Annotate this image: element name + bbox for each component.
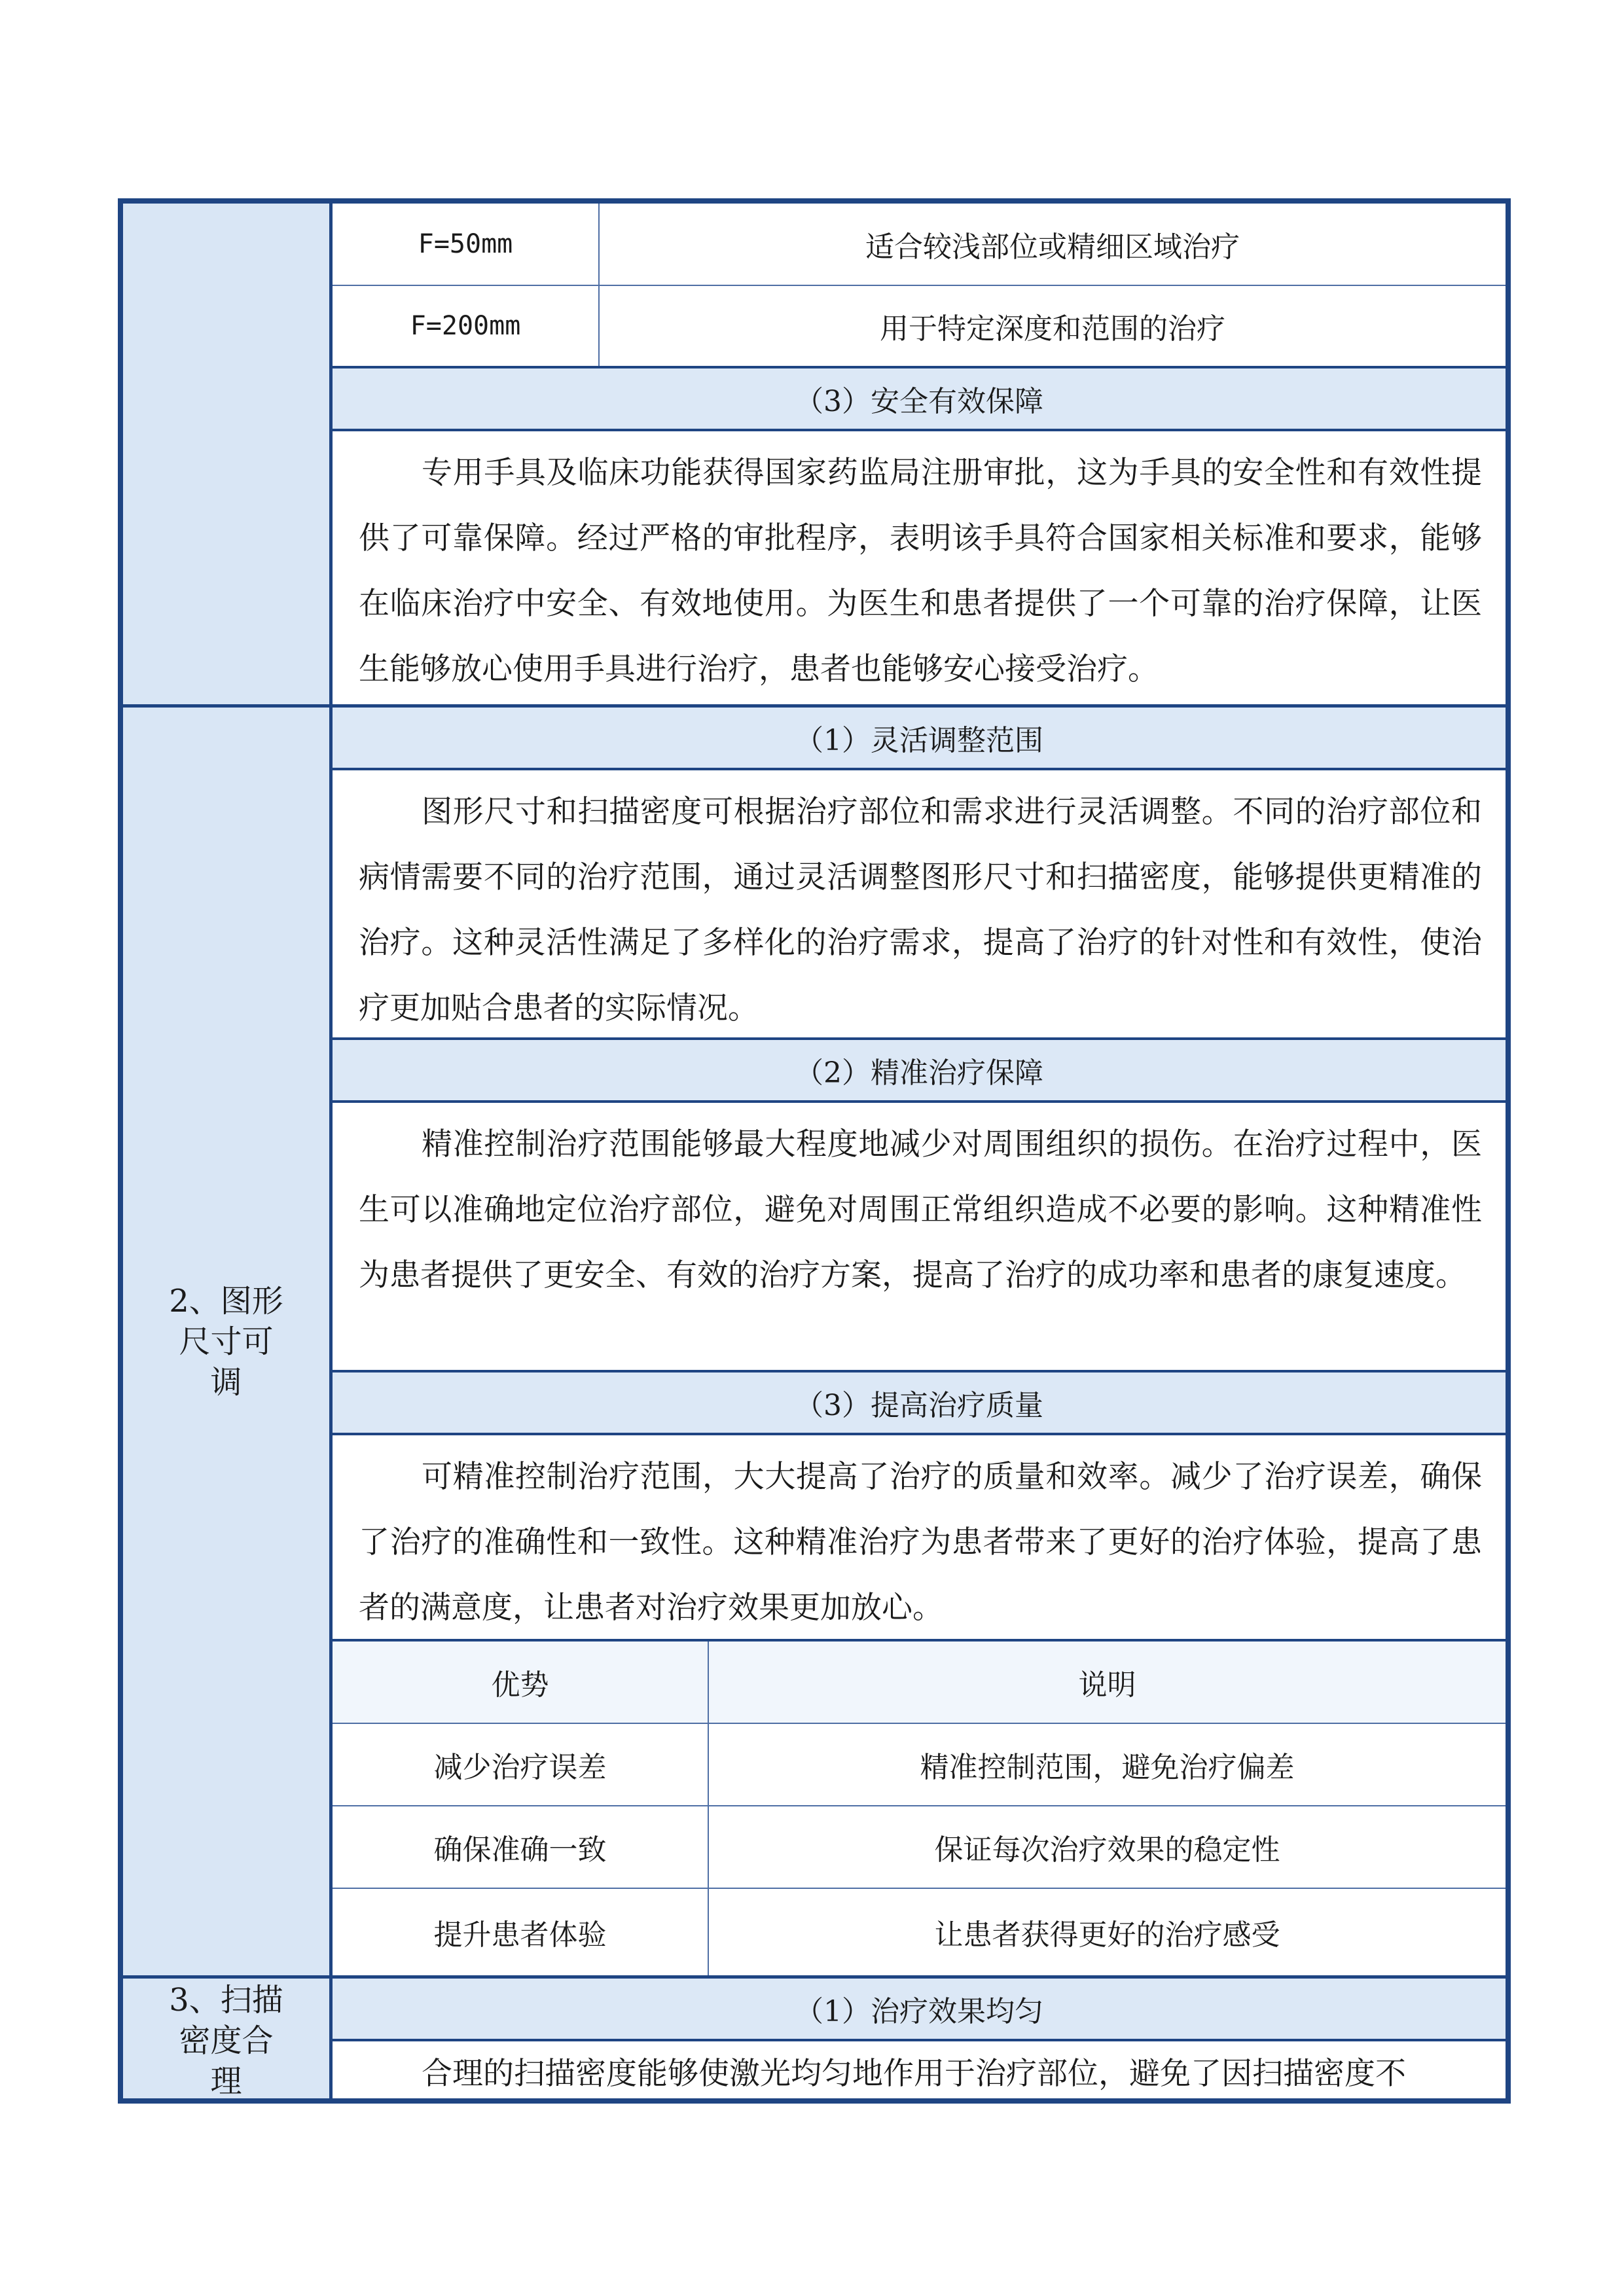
advantage-cell: 提升患者体验 — [333, 1889, 709, 1975]
subheading-quality: （3）提高治疗质量 — [333, 1372, 1506, 1435]
paragraph-text: 专用手具及临床功能获得国家药监局注册审批，这为手具的安全性和有效性提供了可靠保障。经过严格的审批程序，表明该手具符合国家相关标准和要求，能够在临床治疗中安全、有效地使用。为医生和患者提供了一个可靠的治疗保障，让医生能够放心使用手具进行治疗，患者也能够安心接受治疗。 — [359, 455, 1482, 687]
paragraph-text: 合理的扫描密度能够使激光均匀地作用于治疗部位，避免了因扫描密度不 — [422, 2056, 1406, 2092]
paragraph-precise-treatment — [333, 1103, 1506, 1372]
left-cell-section2 — [123, 708, 329, 1975]
advantage-table-row — [333, 1889, 1506, 1975]
paragraph-text: 精准控制治疗范围能够最大程度地减少对周围组织的损伤。在治疗过程中，医生可以准确地定位治疗部位，避免对周围正常组织造成不必要的影响。这种精准性为患者提供了更安全、有效的治疗方案，提高了治疗的成功率和患者的康复速度。 — [359, 1126, 1482, 1293]
section2-label: 2、图形尺寸可调 — [169, 1282, 283, 1401]
focus-param: F=200mm — [333, 286, 600, 366]
paragraph-safety — [333, 431, 1506, 704]
section3-label: 3、扫描密度合理 — [169, 1982, 283, 2100]
left-cell-section3 — [123, 1979, 329, 2103]
left-label-column — [123, 204, 333, 2098]
focus-desc: 用于特定深度和范围的治疗 — [880, 312, 1225, 346]
focus-desc: 适合较浅部位或精细区域治疗 — [865, 230, 1240, 264]
advantage-table-row — [333, 1806, 1506, 1889]
divider — [333, 1975, 1506, 1979]
description-cell: 让患者获得更好的治疗感受 — [934, 1918, 1280, 1952]
paragraph-quality — [333, 1435, 1506, 1641]
advantage-cell: 减少治疗误差 — [333, 1724, 709, 1805]
paragraph-flexible-range — [333, 770, 1506, 1040]
description-cell: 精准控制范围，避免治疗偏差 — [920, 1751, 1295, 1784]
subheading-uniform-effect: （1）治疗效果均匀 — [333, 1979, 1506, 2041]
focus-table-row — [333, 286, 1506, 368]
subheading-safety: （3）安全有效保障 — [333, 368, 1506, 431]
paragraph-text: 可精准控制治疗范围，大大提高了治疗的质量和效率。减少了治疗误差，确保了治疗的准确性和一致性。这种精准治疗为患者带来了更好的治疗体验，提高了患者的满意度，让患者对治疗效果更加放心。 — [359, 1459, 1482, 1626]
focus-param: F=50mm — [333, 204, 600, 285]
header-advantage: 优势 — [333, 1641, 709, 1723]
advantage-table-row — [333, 1724, 1506, 1806]
subheading-flexible-range: （1）灵活调整范围 — [333, 708, 1506, 770]
subheading-precise-treatment: （2）精准治疗保障 — [333, 1040, 1506, 1103]
advantage-cell: 确保准确一致 — [333, 1806, 709, 1888]
advantage-table-header — [333, 1641, 1506, 1724]
divider — [333, 704, 1506, 708]
paragraph-text: 图形尺寸和扫描密度可根据治疗部位和需求进行灵活调整。不同的治疗部位和病情需要不同的治疗范围，通过灵活调整图形尺寸和扫描密度，能够提供更精准的治疗。这种灵活性满足了多样化的治疗需求，提高了治疗的针对性和有效性，使治疗更加贴合患者的实际情况。 — [359, 794, 1482, 1026]
focus-table-row — [333, 204, 1506, 286]
header-description: 说明 — [1078, 1668, 1136, 1702]
paragraph-uniform-effect — [333, 2041, 1506, 2104]
right-content-column — [333, 204, 1506, 2098]
description-cell: 保证每次治疗效果的稳定性 — [934, 1833, 1280, 1867]
content-table — [118, 198, 1511, 2104]
left-cell-section1 — [123, 204, 329, 704]
